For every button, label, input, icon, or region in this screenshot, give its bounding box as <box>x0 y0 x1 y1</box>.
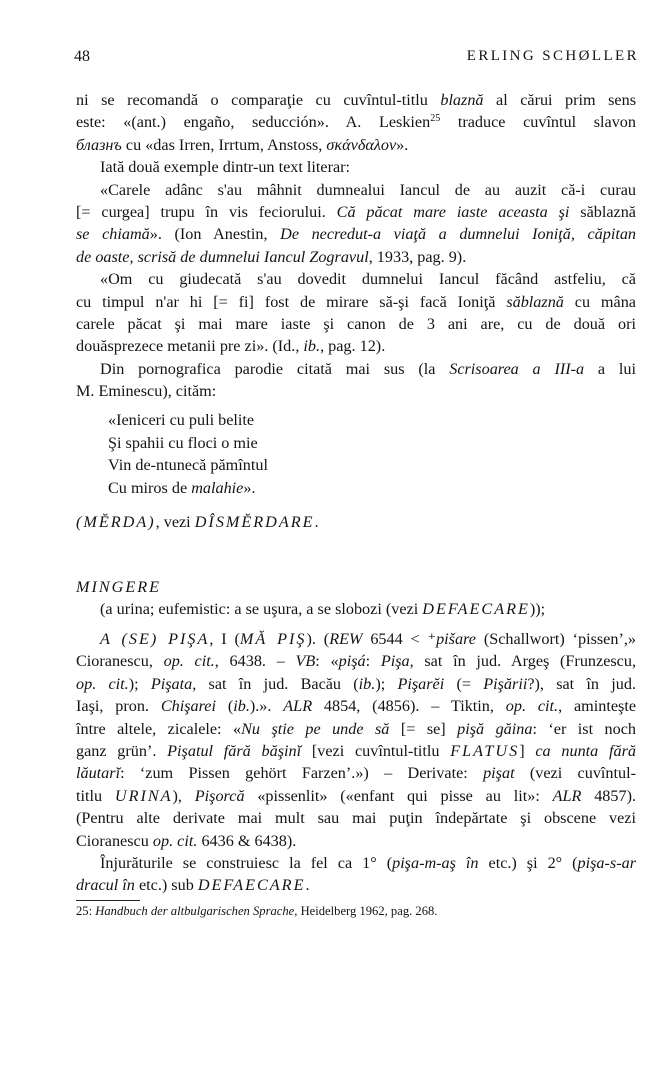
entry-definition: (a urina; eufemistic: a se uşura, a se slobozi (vezi DEFAECARE)); <box>100 600 546 619</box>
pisa-entry: A (SE) PIŞA, I (MĂ PIŞ). (REW 6544 < ⁺pišare (Schallwort) ‘pissen’,» Cioranescu, op. cit., 6438. – VB: «pişá: Pişa, sat în jud. Argeş (Frunzescu, op. cit.); Pişata, sat în jud. Bacău (ib.); Pişarĕi (= Pişării?), sat în jud. Iaşi, pron. Chişarei (ib.).». ALR 4854, (4856). – Tiktin, op. cit., aminteşte între altele, zicalele: «Nu ştie pe unde să [= se] pişă găina: ‘er ist noch ganz grün’. Pişatul fără băşinĭ [vezi cuvîntul-titlu FLATUS] ca nunta fără lăutarĭ: ‘zum Pissen gehört Farzen’.») – Derivate: pişat (vezi cuvîntul- titlu URINA), Pişorcă «pissenlit» («enfant qui pisse au lit»: ALR 4857). (Pentru alte derivate mai mult sau mai puţin îndepărtate şi obscene vezi Cioranescu op. cit. 6436 & 6438). Înjurăturile se construiesc la fel ca 1° (pişa-m-aş în etc.) şi 2° (pişa-s-ar dracul în etc.) sub DEFAECARE. <box>76 628 636 897</box>
intro-paragraph <box>76 89 636 403</box>
quote1-line: se chiamă». (Ion Anestin, De necredut-a viaţă a dumnelui Ioniţă, căpitan <box>76 225 637 244</box>
footnote-divider <box>76 900 140 901</box>
merda-crossref: (MĔRDA), vezi DÎSMĔRDARE. <box>76 513 319 531</box>
text-line: ni se recomandă o comparaţie cu cuvîntul-titlu blaznă al cărui prim sens <box>76 91 636 109</box>
footnote-number: 25: <box>76 904 93 918</box>
page-header <box>74 48 639 70</box>
verse-line: Cu miros de malahie». <box>108 478 256 497</box>
headword: A (SE) PIŞA <box>100 630 210 648</box>
crossref-link[interactable]: FLATUS <box>450 742 520 761</box>
footnote-title: Handbuch der altbulgarischen Sprache <box>95 904 295 918</box>
page-number: 48 <box>74 48 90 65</box>
oaths-line: dracul în etc.) sub DEFAECARE. <box>76 876 310 895</box>
quote1-line: [= curgea] trupu în vis feciorului. Că păcat mare iaste aceasta şi săblaznă <box>76 203 636 222</box>
crossref-link[interactable]: DEFAECARE <box>197 876 306 895</box>
examples-intro: Iată două exemple dintr-un text literar: <box>100 158 351 177</box>
quote2-line: «Om cu giudecată s'au dovedit dumnelui Iancul făcând astfeliu, că <box>100 270 636 289</box>
quote2-line: cu timpul n'ar hi [= fi] fost de mirare să-şi facă Ioniţă săblaznă cu mâna <box>76 292 636 311</box>
verse-line: Şi spahii cu floci o mie <box>108 433 258 452</box>
headword: (MĔRDA) <box>76 513 156 531</box>
verse-line: «Ieniceri cu puli belite <box>108 411 255 429</box>
footnote-citation: , Heidelberg 1962, pag. 268. <box>294 904 438 918</box>
crossref-link[interactable]: URINA <box>114 786 173 805</box>
crossref-link[interactable]: DEFAECARE <box>422 600 530 619</box>
entry-title: MINGERE <box>76 578 162 596</box>
quote1-line: de oaste, scrisă de dumnelui Iancul Zogravul, 1933, pag. 9). <box>76 247 467 266</box>
crossref-link[interactable]: DÎSMĔRDARE <box>194 513 315 531</box>
verse-block <box>108 409 268 499</box>
mingere-entry-head <box>76 576 636 621</box>
parody-line: M. Eminescu), cităm: <box>76 382 217 401</box>
footnote-ref[interactable]: 25 <box>430 113 441 125</box>
running-head: ERLING SCHØLLER <box>466 48 639 64</box>
text-line: este: «(ant.) engaño, seducción». A. Leskien$^{25}$ traduce cuvîntul slavon <box>76 113 636 132</box>
verse-line: Vin de-ntunecă pămîntul <box>108 456 268 475</box>
footnote <box>76 904 437 919</box>
quote2-line: carele păcat şi mai mare iaste şi canon de 3 ani are, cu de două ori <box>76 315 636 334</box>
parody-line: Din pornografica parodie citată mai sus (la Scrisoarea a III-a a lui <box>100 359 637 378</box>
quote2-line: douăsprezece metanii pre zi». (Id., ib., pag. 12). <box>76 337 386 356</box>
oaths-line: Înjurăturile se construiesc la fel ca 1° (pişa-m-aş în etc.) şi 2° (pişa-s-ar <box>100 854 636 873</box>
quote1-line: «Carele adânc s'au mâhnit dumnealui Iancul de au auzit că-i curau <box>100 180 636 199</box>
text-line: блазнъ cu «das Irren, Irrtum, Anstoss, σκάνδαλον». <box>76 135 409 154</box>
